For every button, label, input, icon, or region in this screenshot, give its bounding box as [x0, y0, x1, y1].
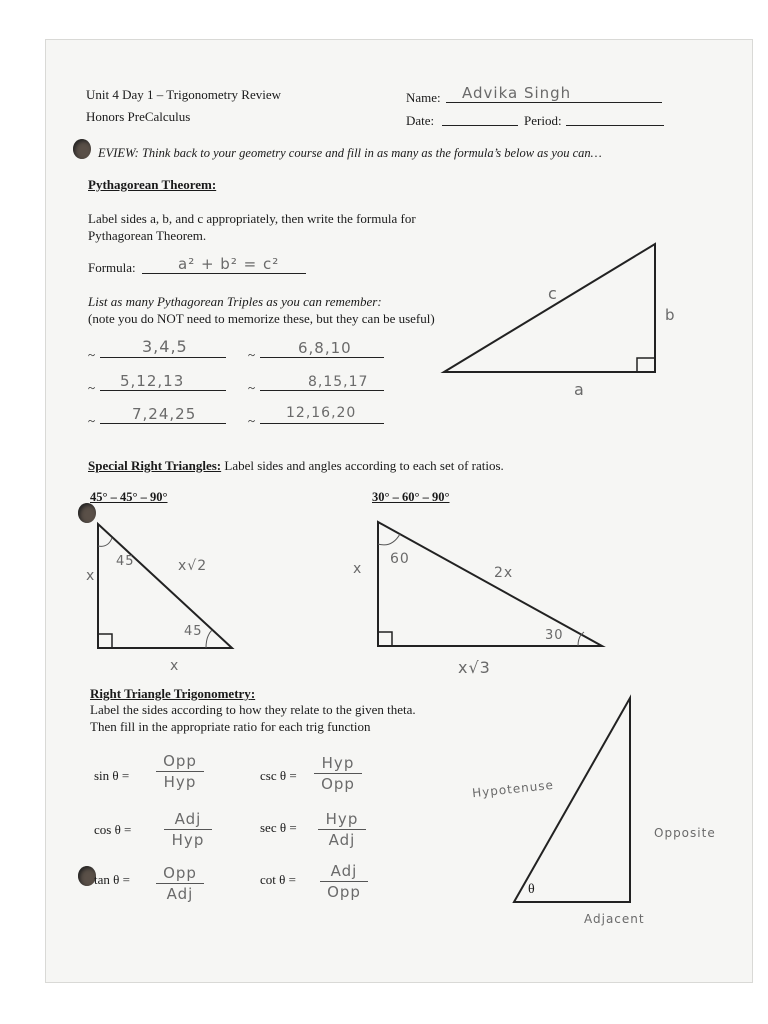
- pythagorean-heading: Pythagorean Theorem:: [88, 177, 217, 192]
- hypotenuse-label: Hypotenuse: [471, 777, 555, 801]
- triple-answer: 12,16,20: [286, 405, 357, 421]
- triple-line: [260, 390, 384, 391]
- sec-label: sec θ =: [260, 820, 297, 835]
- side-label-b: b: [665, 306, 676, 324]
- tan-ratio: [152, 864, 208, 903]
- formula-line: [142, 273, 306, 274]
- pythagorean-instruction-1: Label sides a, b, and c appropriately, then write the formula for: [88, 211, 416, 226]
- name-label: Name:: [406, 90, 441, 105]
- cos-numerator: Adj: [174, 810, 202, 828]
- hyp-label-2x: 2x: [494, 565, 514, 581]
- leg-label-x-root3: x√3: [458, 658, 491, 677]
- hyp-label-x-root2: x√2: [178, 558, 208, 574]
- triple-line: [260, 423, 384, 424]
- opposite-label: Opposite: [654, 826, 716, 840]
- date-line: [442, 125, 518, 126]
- special-instruction: Label sides and angles according to each set of ratios.: [224, 458, 504, 473]
- triple-line: [100, 390, 226, 391]
- trig-heading: Right Triangle Trigonometry:: [90, 686, 256, 701]
- trig-heading-text: Right Triangle Trigonometry: [90, 686, 251, 701]
- csc-ratio: [310, 754, 366, 793]
- leg-label-x: x: [353, 561, 363, 577]
- trig-instruction-1: Label the sides according to how they relate to the given theta.: [90, 702, 416, 717]
- date-label: Date:: [406, 113, 435, 128]
- tan-numerator: Opp: [163, 864, 197, 882]
- triple-answer: 6,8,10: [298, 339, 352, 357]
- pythagorean-instruction-2: Pythagorean Theorem.: [88, 228, 207, 243]
- adjacent-label: Adjacent: [584, 912, 645, 926]
- leg-label-x-bottom: x: [170, 658, 180, 674]
- sec-denominator: Adj: [328, 831, 356, 849]
- triangle-30-60-90: [374, 518, 610, 654]
- triple-answer: 5,12,13: [120, 372, 185, 390]
- cot-ratio: [316, 862, 372, 901]
- cos-denominator: Hyp: [171, 831, 205, 849]
- triples-prompt: List as many Pythagorean Triples as you can remember:: [88, 294, 382, 309]
- pythagorean-triangle: [440, 240, 680, 400]
- course-name: Honors PreCalculus: [86, 109, 191, 124]
- triple-tilde: ~: [88, 413, 96, 428]
- trig-instruction-2: Then fill in the appropriate ratio for each trig function: [90, 719, 371, 734]
- side-label-c: c: [548, 284, 558, 303]
- triple-answer: 7,24,25: [132, 405, 197, 423]
- sin-label: sin θ =: [94, 768, 130, 783]
- sin-denominator: Hyp: [163, 773, 197, 791]
- triple-tilde: ~: [248, 380, 256, 395]
- side-label-a: a: [574, 380, 585, 399]
- cos-ratio: [160, 810, 216, 849]
- triple-tilde: ~: [248, 347, 256, 362]
- formula-answer: a² + b² = c²: [178, 255, 280, 273]
- triple-line: [100, 423, 226, 424]
- csc-label: csc θ =: [260, 768, 297, 783]
- worksheet-title: Unit 4 Day 1 – Trigonometry Review: [86, 87, 281, 102]
- period-label: Period:: [524, 113, 562, 128]
- triple-answer: 3,4,5: [142, 337, 188, 356]
- triple-answer: 8,15,17: [308, 374, 369, 390]
- triangle-45-45-90: [94, 520, 244, 660]
- special-heading: Special Right Triangles:: [88, 458, 222, 473]
- csc-numerator: Hyp: [321, 754, 355, 772]
- tan-label: tan θ =: [94, 872, 130, 887]
- cot-numerator: Adj: [330, 862, 358, 880]
- angle-label-45-top: 45: [116, 554, 135, 569]
- sin-ratio: [152, 752, 208, 791]
- special-heading-row: [88, 458, 504, 474]
- special-left-title: 45° – 45° – 90°: [90, 490, 168, 504]
- cot-label: cot θ =: [260, 872, 296, 887]
- triple-tilde: ~: [88, 380, 96, 395]
- sin-numerator: Opp: [163, 752, 197, 770]
- name-value: Advika Singh: [462, 84, 572, 102]
- cos-label: cos θ =: [94, 822, 132, 837]
- triple-line: [260, 357, 384, 358]
- review-prompt: EVIEW: Think back to your geometry course and fill in as many as the formula’s below as you can…: [98, 146, 602, 160]
- triple-tilde: ~: [88, 347, 96, 362]
- csc-denominator: Opp: [321, 775, 355, 793]
- angle-label-60: 60: [390, 551, 410, 567]
- name-line: [446, 102, 662, 103]
- sec-ratio: [314, 810, 370, 849]
- triple-tilde: ~: [248, 413, 256, 428]
- trig-triangle: [510, 694, 640, 910]
- angle-label-45-bottom: 45: [184, 624, 203, 639]
- period-line: [566, 125, 664, 126]
- formula-label: Formula:: [88, 260, 136, 275]
- cot-denominator: Opp: [327, 883, 361, 901]
- binder-hole: [73, 139, 91, 159]
- special-right-title: 30° – 60° – 90°: [372, 490, 450, 504]
- tan-denominator: Adj: [166, 885, 194, 903]
- angle-label-30: 30: [545, 628, 564, 643]
- sec-numerator: Hyp: [325, 810, 359, 828]
- triples-note: (note you do NOT need to memorize these, but they can be useful): [88, 311, 435, 326]
- leg-label-x-left: x: [86, 568, 96, 584]
- triple-line: [100, 357, 226, 358]
- theta-label: θ: [528, 882, 535, 897]
